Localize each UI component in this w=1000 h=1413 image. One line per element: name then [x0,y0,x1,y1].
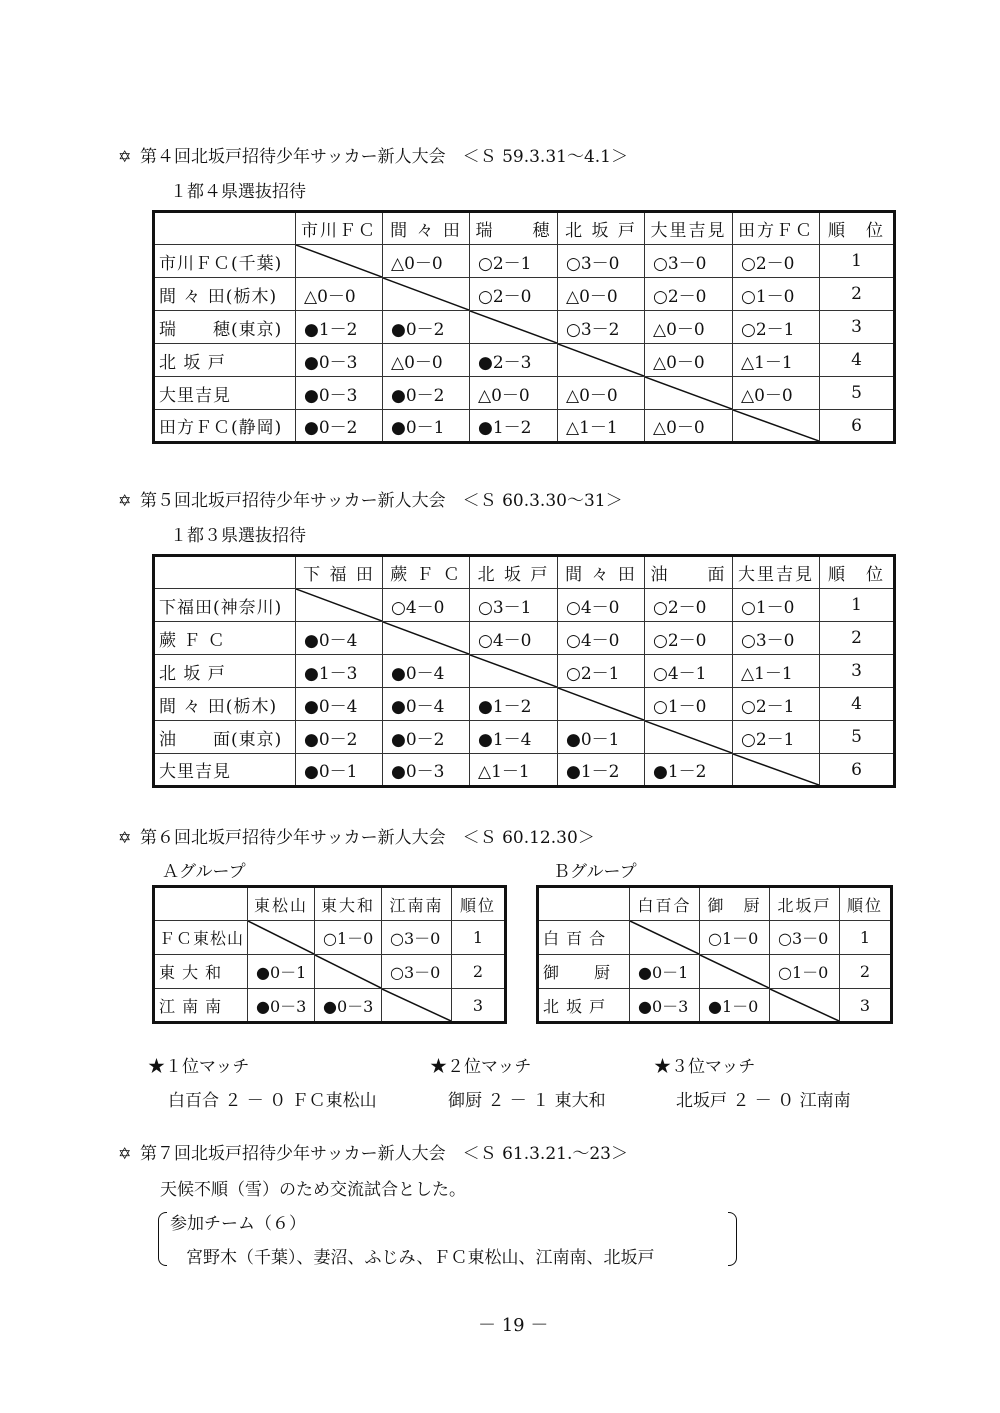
t7-heading [118,1139,628,1164]
match-result: △0－0 [558,278,645,311]
match-result: △0－0 [645,344,733,377]
diagonal-slash-icon [383,622,469,654]
match-result: ●0－3 [383,754,470,787]
team-name: 大里吉見 [154,754,296,787]
match-result: ●0－2 [383,377,470,410]
rank-value: 1 [840,921,892,955]
rank-header: 順位 [452,887,506,921]
match-result: ○3－0 [382,955,452,989]
t5-heading [118,486,623,511]
team-name: ＦＣ東松山 [154,921,248,955]
column-header: 東松山 [248,887,315,921]
rank-value: 2 [820,278,895,311]
match-result: ●1－2 [470,410,558,443]
match-result: ●1－2 [558,754,645,787]
diagonal-slash-icon [248,921,314,954]
match-result: △0－0 [296,278,383,311]
rank-value: 5 [820,721,895,754]
t6-heading-text: 第６回北坂戸招待少年サッカー新人大会 ＜Ｓ 60.12.30＞ [140,828,595,848]
team-name: 瑞 穂(東京) [154,311,296,344]
diagonal-cell [470,311,558,344]
column-header: 大里吉見 [733,556,820,589]
match-result: △0－0 [733,377,820,410]
corner-cell [154,556,296,589]
team-name: 間 々 田(栃木) [154,688,296,721]
diagonal-cell [645,377,733,410]
diagonal-slash-icon [700,955,769,988]
rank-value: 5 [820,377,895,410]
match-result: ●0－3 [248,989,315,1023]
page-number: － 19 － [478,1315,549,1336]
t6-heading [118,823,595,848]
diagonal-cell [630,921,700,955]
match-result: ●2－3 [470,344,558,377]
match-1-title: ★１位マッチ [148,1057,250,1077]
header-row [538,887,892,921]
match-result: ●0－3 [296,344,383,377]
match-result: ●0－2 [296,410,383,443]
t5-subtitle: １都３県選抜招待 [170,526,306,546]
match-2-title: ★２位マッチ [430,1057,532,1077]
hexagram-icon: ✡ [118,147,132,166]
corner-cell [154,887,248,921]
diagonal-slash-icon [383,278,469,310]
diagonal-cell [296,245,383,278]
match-result: ●0－1 [248,955,315,989]
t5-results-table [152,554,896,788]
match-result: ○2－0 [645,278,733,311]
table-row [154,410,895,443]
table-row [154,921,506,955]
match-3-title: ★３位マッチ [654,1057,756,1077]
diagonal-cell [248,921,315,955]
diagonal-cell [315,955,382,989]
corner-cell [538,887,630,921]
table-row [154,344,895,377]
diagonal-cell [733,410,820,443]
diagonal-cell [733,754,820,787]
left-bracket [158,1212,167,1266]
rank-value: 2 [820,622,895,655]
table-row [154,754,895,787]
table-row [538,989,892,1023]
rank-value: 4 [820,344,895,377]
diagonal-slash-icon [733,754,819,785]
match-result: ●0－4 [383,688,470,721]
diagonal-slash-icon [645,377,732,409]
team-name: 御 厨 [538,955,630,989]
diagonal-slash-icon [733,410,819,441]
column-header: 油 面 [645,556,733,589]
t5-heading-text: 第５回北坂戸招待少年サッカー新人大会 ＜Ｓ 60.3.30～31＞ [140,491,623,511]
match-result: ●0－1 [558,721,645,754]
match-result: △1－1 [733,655,820,688]
column-header: 蕨 Ｆ Ｃ [383,556,470,589]
match-result: ○2－1 [733,688,820,721]
diagonal-slash-icon [630,921,699,954]
column-header: 北 坂 戸 [558,212,645,245]
diagonal-slash-icon [296,589,382,621]
match-result: △0－0 [383,245,470,278]
match-result: ●1－2 [296,311,383,344]
match-result: ●0－4 [383,655,470,688]
group-b-label: Ｂグループ [553,862,637,882]
table-row [538,955,892,989]
match-result: ○2－1 [733,721,820,754]
match-result: ●1－3 [296,655,383,688]
team-name: 市川ＦＣ(千葉) [154,245,296,278]
team-name: 北 坂 戸 [538,989,630,1023]
diagonal-slash-icon [645,721,732,753]
match-result: ●0－3 [630,989,700,1023]
diagonal-slash-icon [470,311,557,343]
match-1-result: 白百合 ２ － ０ ＦＣ東松山 [168,1091,377,1111]
column-header: 下 福 田 [296,556,383,589]
match-result: ●0－1 [296,754,383,787]
match-result: ○1－0 [700,921,770,955]
team-name: 北 坂 戸 [154,344,296,377]
table-row [154,245,895,278]
match-result: ○3－2 [558,311,645,344]
match-result: ●1－2 [645,754,733,787]
diagonal-slash-icon [296,245,382,277]
hexagram-icon: ✡ [118,1144,132,1163]
match-result: ○2－1 [470,245,558,278]
rank-value: 1 [452,921,506,955]
diagonal-slash-icon [558,688,644,720]
column-header: 瑞 穂 [470,212,558,245]
match-result: ●0－3 [296,377,383,410]
rank-value: 6 [820,410,895,443]
team-name: 下福田(神奈川) [154,589,296,622]
match-result: ○2－0 [733,245,820,278]
column-header: 市川ＦＣ [296,212,383,245]
rank-value: 3 [820,311,895,344]
match-result: ●0－2 [296,721,383,754]
match-result: ●0－1 [383,410,470,443]
table-row [154,955,506,989]
group-a-label: Ａグループ [162,862,246,882]
header-row [154,556,895,589]
right-bracket [728,1212,737,1266]
table-row [538,921,892,955]
table-row [154,278,895,311]
match-result: △0－0 [558,377,645,410]
table-row [154,655,895,688]
diagonal-slash-icon [770,989,839,1021]
corner-cell [154,212,296,245]
match-result: ○3－0 [382,921,452,955]
team-name: 大里吉見 [154,377,296,410]
match-result: ○2－0 [645,589,733,622]
match-result: ●0－4 [296,622,383,655]
table-row [154,989,506,1023]
match-result: ○4－0 [383,589,470,622]
match-result: ●1－4 [470,721,558,754]
table-row [154,622,895,655]
match-result: ●0－4 [296,688,383,721]
match-result: ○3－1 [470,589,558,622]
team-name: 江 南 南 [154,989,248,1023]
match-result: ○1－0 [645,688,733,721]
diagonal-cell [382,989,452,1023]
t4-heading [118,142,628,167]
match-result: ○2－1 [558,655,645,688]
match-2-result: 御厨 ２ － １ 東大和 [448,1091,606,1111]
match-result: ○2－1 [733,311,820,344]
table-row [154,589,895,622]
rank-value: 2 [840,955,892,989]
match-result: ○1－0 [733,589,820,622]
diagonal-cell [470,655,558,688]
match-result: ●1－2 [470,688,558,721]
table-row [154,311,895,344]
t7-participants: 宮野木（千葉）、妻沼、ふじみ、ＦＣ東松山、江南南、北坂戸 [186,1248,655,1268]
match-result: ○1－0 [315,921,382,955]
diagonal-cell [700,955,770,989]
t4-results-table [152,210,896,444]
match-result: △0－0 [470,377,558,410]
match-result: △0－0 [383,344,470,377]
column-header: 白百合 [630,887,700,921]
header-row [154,887,506,921]
match-result: ○3－0 [733,622,820,655]
column-header: 間 々 田 [383,212,470,245]
match-result: ●0－1 [630,955,700,989]
match-result: ●0－3 [315,989,382,1023]
match-result: △1－1 [733,344,820,377]
match-result: ○4－1 [645,655,733,688]
column-header: 田方ＦＣ [733,212,820,245]
column-header: 江南南 [382,887,452,921]
match-result: ●0－2 [383,721,470,754]
match-result: ○2－0 [645,622,733,655]
t7-heading-text: 第７回北坂戸招待少年サッカー新人大会 ＜Ｓ 61.3.21.～23＞ [140,1144,628,1164]
t7-participants-label: 参加チーム（６） [170,1214,306,1234]
match-result: ○3－0 [558,245,645,278]
match-result: ○1－0 [770,955,840,989]
match-result: ○1－0 [733,278,820,311]
match-result: △1－1 [558,410,645,443]
match-result: ●0－2 [383,311,470,344]
rank-value: 3 [452,989,506,1023]
group-b-table [536,885,893,1024]
match-result: △1－1 [470,754,558,787]
t7-note: 天候不順（雪）のため交流試合とした。 [160,1180,466,1200]
rank-value: 6 [820,754,895,787]
diagonal-slash-icon [558,344,644,376]
diagonal-cell [558,688,645,721]
team-name: 東 大 和 [154,955,248,989]
match-result: △0－0 [645,410,733,443]
team-name: 白 百 合 [538,921,630,955]
diagonal-slash-icon [382,989,451,1021]
diagonal-cell [296,589,383,622]
diagonal-cell [558,344,645,377]
column-header: 御 厨 [700,887,770,921]
diagonal-slash-icon [315,955,381,988]
match-result: ○2－0 [470,278,558,311]
match-result: ○3－0 [645,245,733,278]
match-result: ●1－0 [700,989,770,1023]
header-row [154,212,895,245]
match-result: △0－0 [645,311,733,344]
team-name: 田方ＦＣ(静岡) [154,410,296,443]
match-result: ○3－0 [770,921,840,955]
t4-heading-text: 第４回北坂戸招待少年サッカー新人大会 ＜Ｓ 59.3.31～4.1＞ [140,147,628,167]
rank-value: 4 [820,688,895,721]
rank-header: 順 位 [820,556,895,589]
diagonal-cell [383,622,470,655]
rank-value: 1 [820,245,895,278]
column-header: 北坂戸 [770,887,840,921]
table-row [154,721,895,754]
match-result: ○4－0 [558,589,645,622]
column-header: 北 坂 戸 [470,556,558,589]
rank-value: 3 [820,655,895,688]
team-name: 間 々 田(栃木) [154,278,296,311]
group-a-table [152,885,507,1024]
t4-subtitle: １都４県選抜招待 [170,182,306,202]
column-header: 間 々 田 [558,556,645,589]
diagonal-cell [645,721,733,754]
match-result: ○4－0 [558,622,645,655]
rank-value: 2 [452,955,506,989]
rank-value: 1 [820,589,895,622]
match-result: ○4－0 [470,622,558,655]
rank-header: 順 位 [820,212,895,245]
rank-header: 順位 [840,887,892,921]
hexagram-icon: ✡ [118,828,132,847]
team-name: 蕨 Ｆ Ｃ [154,622,296,655]
rank-value: 3 [840,989,892,1023]
diagonal-cell [770,989,840,1023]
table-row [154,688,895,721]
column-header: 東大和 [315,887,382,921]
table-row [154,377,895,410]
team-name: 油 面(東京) [154,721,296,754]
diagonal-slash-icon [470,655,557,687]
diagonal-cell [383,278,470,311]
match-3-result: 北坂戸 ２ － ０ 江南南 [676,1091,851,1111]
column-header: 大里吉見 [645,212,733,245]
hexagram-icon: ✡ [118,491,132,510]
team-name: 北 坂 戸 [154,655,296,688]
